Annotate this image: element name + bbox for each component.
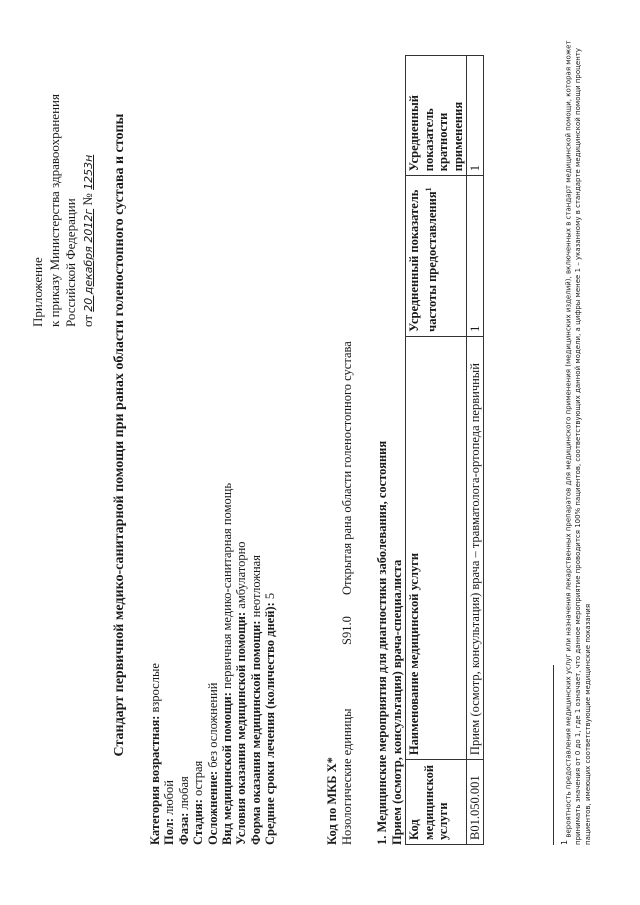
- handwritten-date: 20 декабря 2012г: [81, 208, 95, 312]
- param-value: любая: [176, 776, 191, 810]
- param-row: [162, 85, 176, 845]
- param-value: амбулаторно: [234, 541, 249, 609]
- cell-code: В01.050.001: [467, 760, 484, 845]
- document-title: Стандарт первичной медико-санитарной помощи при ранах области голеностопного сустава и стопы: [112, 113, 127, 757]
- param-label: Осложнение:: [205, 770, 220, 845]
- param-value: взрослые: [148, 663, 162, 713]
- param-label: Пол:: [162, 818, 177, 845]
- footnote-mark: 1: [560, 839, 569, 845]
- footnote-ref: 1: [423, 187, 433, 192]
- param-row: [249, 85, 263, 845]
- footnote-text: вероятность предоставления медицинских услуг или назначения лекарственных препаратов для медицинского применения (медицинских изделий), включенных в стандарт медицинской помощи, которая может принимать значения от 0 до 1, где 1 означает, что данное мероприятие проводится 100% пациентов, соответствующих данной модели, а цифры менее 1 – указанному в стандарте медицинской помощи проценту пациентов, имеющих соответствующие медицинские показания: [564, 40, 593, 845]
- nosology-row: [340, 85, 355, 845]
- param-row: [220, 85, 234, 845]
- services-table: [405, 55, 484, 845]
- header-multiplicity: Усредненный показатель кратности применения: [406, 56, 467, 176]
- param-label: Фаза:: [176, 812, 191, 845]
- from-label: от: [79, 314, 95, 327]
- header-frequency-cell: [406, 176, 467, 337]
- nosology-label: Нозологические единицы: [340, 708, 354, 845]
- param-value: острая: [191, 760, 206, 797]
- appendix-line: Российской Федерации: [63, 198, 78, 327]
- header-code: Код медицинской услуги: [406, 760, 467, 845]
- cell-frequency: 1: [467, 176, 484, 337]
- table-header-row: [406, 56, 467, 845]
- param-row: [148, 85, 162, 845]
- param-value: любой: [162, 780, 177, 815]
- table-row: [467, 56, 484, 845]
- param-row: [206, 85, 220, 845]
- section-heading: [375, 85, 404, 845]
- header-frequency: Усредненный показатель частоты предоставления: [407, 189, 439, 332]
- appendix-line: Приложение: [30, 257, 45, 327]
- cell-multiplicity: 1: [467, 56, 484, 176]
- param-label: Категория возрастная:: [148, 715, 162, 845]
- mkb-name: Открытая рана области голеностопного сустава: [340, 341, 354, 595]
- param-row: [177, 85, 191, 845]
- param-label: Условия оказания медицинской помощи:: [234, 611, 249, 845]
- header-name: Наименование медицинской услуги: [406, 336, 467, 759]
- param-value: без осложнений: [205, 682, 220, 768]
- number-label: №: [79, 193, 95, 206]
- param-row: [191, 85, 205, 845]
- param-value: 5: [263, 592, 278, 600]
- footnote-divider: [553, 665, 554, 845]
- param-label: Форма оказания медицинской помощи:: [248, 620, 263, 845]
- cell-name: Прием (осмотр, консультация) врача – травматолога-ортопеда первичный: [467, 336, 484, 759]
- param-value: первичная медико-санитарная помощь: [220, 482, 235, 689]
- handwritten-number: 1253н: [81, 154, 95, 190]
- param-label: Стадия:: [191, 799, 206, 845]
- appendix-date-line: [80, 27, 98, 327]
- param-value: неотложная: [248, 555, 263, 618]
- appendix-line: к приказу Министерства здравоохранения: [46, 94, 62, 327]
- footnote: [560, 35, 593, 845]
- param-label: Средние сроки лечения (количество дней):: [263, 602, 278, 845]
- mkb-label: Код по МКБ X*: [325, 757, 339, 845]
- mkb-block: [325, 85, 355, 845]
- appendix-block: [30, 27, 97, 327]
- param-row: [234, 85, 248, 845]
- section-title: 1. Медицинские мероприятия для диагностики заболевания, состояния: [375, 440, 389, 845]
- section-subtitle: Прием (осмотр, консультация) врача-специалиста: [389, 559, 404, 845]
- param-label: Вид медицинской помощи:: [220, 692, 235, 845]
- standard-parameters: [148, 85, 278, 845]
- param-row: [263, 85, 277, 845]
- mkb-code: S91.0: [340, 616, 354, 645]
